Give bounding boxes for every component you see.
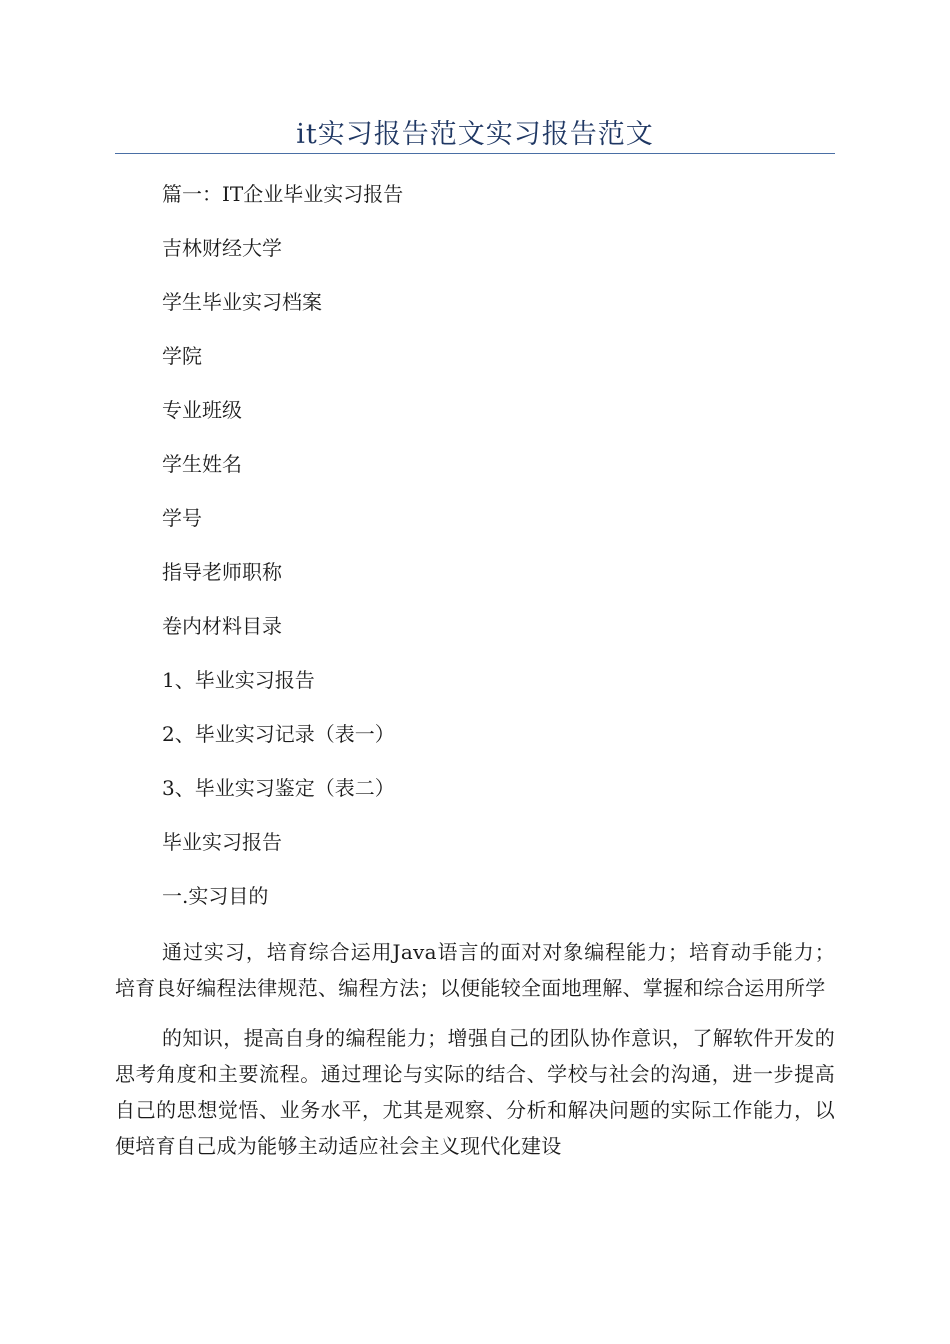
university-name: 吉林财经大学	[162, 236, 282, 260]
body-paragraph: 通过实习，培育综合运用Java语言的面对对象编程能力；培育动手能力；培育良好编程法律规范、编程方法；以便能较全面地理解、掌握和综合运用所学	[115, 940, 835, 1000]
section-title: 毕业实习报告	[162, 830, 282, 854]
field-student-name: 学生姓名	[162, 452, 242, 476]
contents-item: 1、毕业实习报告	[162, 668, 315, 692]
field-advisor-title: 指导老师职称	[162, 560, 282, 584]
contents-item: 3、毕业实习鉴定（表二）	[162, 776, 395, 800]
chapter-heading: 篇一：IT企业毕业实习报告	[162, 182, 404, 206]
document-title: it实习报告范文实习报告范文	[296, 119, 654, 150]
archive-title: 学生毕业实习档案	[162, 290, 322, 314]
field-student-id: 学号	[162, 506, 202, 530]
field-college: 学院	[162, 344, 202, 368]
body-paragraph: 的知识，提高自身的编程能力；增强自己的团队协作意识，了解软件开发的思考角度和主要流程。通过理论与实际的结合、学校与社会的沟通，进一步提高自己的思想觉悟、业务水平，尤其是观察、分析和解决问题的实际工作能力，以便培育自己成为能够主动适应社会主义现代化建设	[115, 1026, 835, 1158]
contents-heading: 卷内材料目录	[162, 614, 282, 638]
field-major-class: 专业班级	[162, 398, 242, 422]
section-heading: 一.实习目的	[162, 884, 269, 908]
document-body	[115, 178, 835, 1178]
contents-item: 2、毕业实习记录（表一）	[162, 722, 395, 746]
title-underline	[115, 153, 835, 154]
